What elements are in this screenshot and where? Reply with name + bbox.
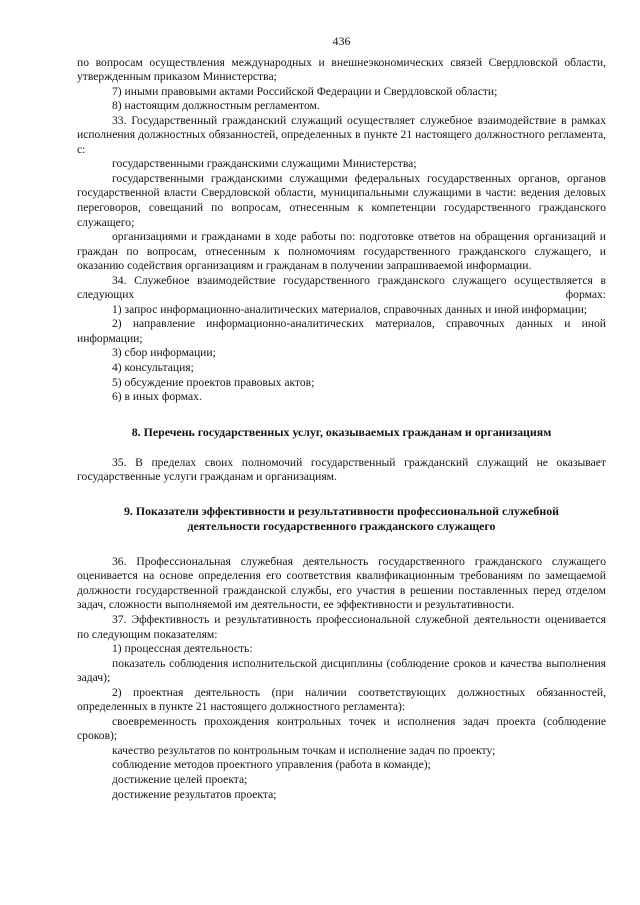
- indicator-discipline: показатель соблюдения исполнительской дисциплины (соблюдение сроков и качества выполнения задач);: [77, 656, 606, 685]
- indicator-project: 2) проектная деятельность (при наличии соответствующих должностных обязанностей, определенных в пункте 21 настоящего должностного регламента):: [77, 685, 606, 714]
- section-9-heading-line2: деятельности государственного гражданского служащего: [187, 518, 496, 533]
- paragraph-36: 36. Профессиональная служебная деятельность государственного гражданского служащего оценивается на основе определения его соответствия квалификационным требованиям по замещаемой должности государственной гражданской службы, его участия в решении поставленных перед отделом задач, сложности выполняемой им деятельности, ее эффективности и результативности.: [77, 554, 606, 612]
- interaction-ministry: государственными гражданскими служащими Министерства;: [112, 157, 417, 171]
- indicator-quality: качество результатов по контрольным точкам и исполнение задач по проекту;: [112, 743, 496, 757]
- paragraph-33: 33. Государственный гражданский служащий осуществляет служебное взаимодействие в рамках исполнения должностных обязанностей, определенных в пункте 21 настоящего должностного регламента, с:: [77, 113, 606, 156]
- section-9-heading-line1: 9. Показатели эффективности и результативности профессиональной служебной: [123, 503, 560, 518]
- form-item-3: 3) сбор информации;: [112, 346, 216, 360]
- indicator-results: достижение результатов проекта;: [112, 787, 277, 801]
- interaction-federal: государственными гражданскими служащими федеральных государственных органов, органов государственной власти Свердловской области, муниципальными служащими в части: ведения деловых переговоров, совещаний по вопросам, отнесенным к компетенции государственного гражданского служащего;: [77, 171, 606, 229]
- form-item-1: 1) запрос информационно-аналитических материалов, справочных данных и иной информации;: [112, 302, 588, 316]
- indicator-methods: соблюдение методов проектного управления (работа в команде);: [112, 758, 431, 772]
- interaction-organizations: организациями и гражданами в ходе работы по: подготовке ответов на обращения организаций и граждан по вопросам, отнесенным к полномочиям государственного гражданского служащего, и оказанию содействия организациям и гражданам в получении запрашиваемой информации.: [77, 230, 606, 273]
- paragraph-35: 35. В пределах своих полномочий государственный гражданский служащий не оказывает государственные услуги гражданам и организациям.: [77, 455, 606, 484]
- indicator-timeliness: своевременность прохождения контрольных точек и исполнения задач проекта (соблюдение сроков);: [77, 714, 606, 743]
- paragraph-continuation: по вопросам осуществления международных и внешнеэкономических связей Свердловской области, утвержденным приказом Министерства;: [77, 55, 606, 84]
- form-item-4: 4) консультация;: [112, 361, 194, 375]
- form-item-6: 6) в иных формах.: [112, 390, 202, 404]
- form-item-5: 5) обсуждение проектов правовых актов;: [112, 375, 315, 389]
- paragraph-37: 37. Эффективность и результативность профессиональной служебной деятельности оценивается по следующим показателям:: [77, 612, 606, 641]
- list-item-7: 7) иными правовыми актами Российской Федерации и Свердловской области;: [112, 84, 498, 98]
- indicator-process: 1) процессная деятельность:: [112, 642, 253, 656]
- indicator-goals: достижение целей проекта;: [112, 772, 248, 786]
- form-item-2: 2) направление информационно-аналитических материалов, справочных данных и иной информации;: [77, 317, 606, 345]
- page-number: 436: [332, 34, 351, 48]
- section-9-heading: [77, 504, 606, 534]
- list-item-8: 8) настоящим должностным регламентом.: [112, 99, 320, 113]
- section-8-heading: 8. Перечень государственных услуг, оказываемых гражданам и организациям: [131, 424, 552, 439]
- paragraph-34: 34. Служебное взаимодействие государственного гражданского служащего осуществляется в следующих формах:: [77, 273, 606, 302]
